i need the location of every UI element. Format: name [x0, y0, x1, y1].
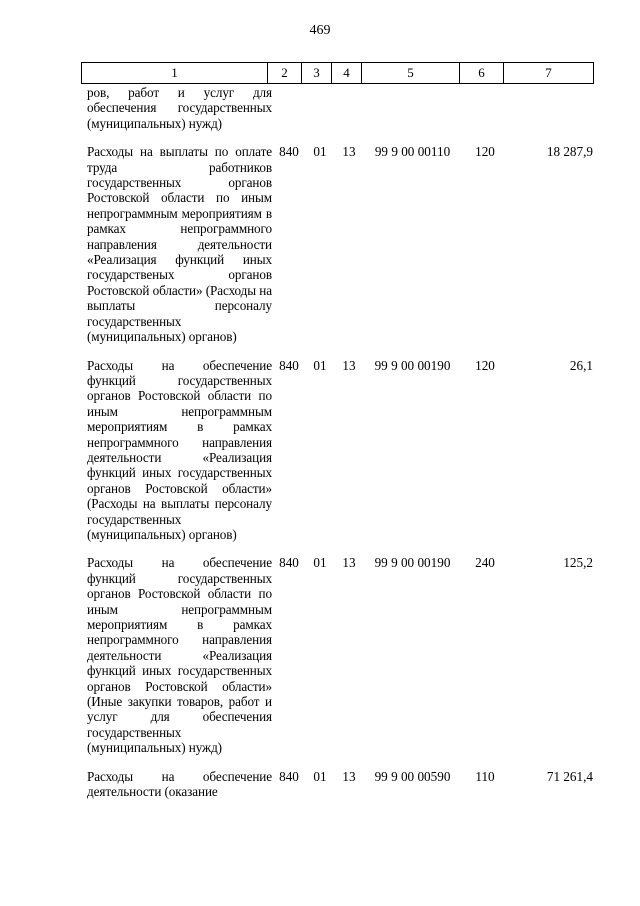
- row-type: 110: [475, 768, 495, 784]
- row-subsection: 13: [342, 144, 356, 160]
- row-target: 99 9 00 00190: [374, 555, 451, 571]
- row-target: 99 9 00 00590: [374, 768, 451, 784]
- row-code: 840: [279, 768, 299, 784]
- row-subsection: 13: [342, 357, 356, 373]
- table-row: [81, 85, 601, 131]
- table-row: [81, 769, 601, 800]
- row-target: 99 9 00 00110: [374, 144, 451, 160]
- column-header-3: 3: [302, 63, 332, 83]
- row-section: 01: [313, 768, 327, 784]
- budget-table: [81, 85, 601, 812]
- row-description: Расходы на обеспечение функций государственных органов Ростовской области по иным непрограммным мероприятиям в рамках непрограммного направления деятельности «Реализация функций иных государственных органов Ростовской области» (Расходы на выплаты персоналу государственных (муниципальных) органов): [87, 357, 272, 542]
- row-description: ров, работ и услуг для обеспечения государственных (муниципальных) нужд): [87, 85, 272, 131]
- row-amount: 125,2: [563, 555, 593, 571]
- row-section: 01: [313, 357, 327, 373]
- row-description: Расходы на выплаты по оплате труда работников государственных органов Ростовской области по иным непрограммным мероприятиям в рамках непрограммного направления деятельности «Реализация функций иных государственых органов Ростовской области» (Расходы на выплаты персоналу государственных (муниципальных) органов): [87, 144, 272, 345]
- column-header-4: 4: [332, 63, 362, 83]
- row-code: 840: [279, 144, 299, 160]
- row-type: 240: [475, 555, 495, 571]
- row-section: 01: [313, 144, 327, 160]
- column-header-6: 6: [460, 63, 504, 83]
- row-code: 840: [279, 555, 299, 571]
- row-description: Расходы на обеспечение деятельности (оказание: [87, 768, 272, 800]
- table-row: [81, 144, 601, 344]
- column-header-1: 1: [82, 63, 268, 83]
- row-type: 120: [475, 144, 495, 160]
- row-code: 840: [279, 357, 299, 373]
- row-section: 01: [313, 555, 327, 571]
- column-header-row: [81, 62, 594, 84]
- row-subsection: 13: [342, 555, 356, 571]
- row-amount: 18 287,9: [546, 144, 593, 160]
- row-amount: 26,1: [569, 357, 593, 373]
- table-row: [81, 358, 601, 543]
- column-header-7: 7: [545, 65, 552, 80]
- row-type: 120: [475, 357, 495, 373]
- column-header-2: 2: [268, 63, 302, 83]
- table-row: [81, 555, 601, 755]
- row-subsection: 13: [342, 768, 356, 784]
- page-number: 469: [309, 23, 331, 38]
- column-header-5: 5: [362, 63, 460, 83]
- row-target: 99 9 00 00190: [374, 357, 451, 373]
- row-description: Расходы на обеспечение функций государственных органов Ростовской области по иным непрограммным мероприятиям в рамках непрограммного направления деятельности «Реализация функций иных государственных органов Ростовской области» (Иные закупки товаров, работ и услуг для обеспечения государственных (муниципальных) нужд): [87, 555, 272, 756]
- row-amount: 71 261,4: [546, 768, 593, 784]
